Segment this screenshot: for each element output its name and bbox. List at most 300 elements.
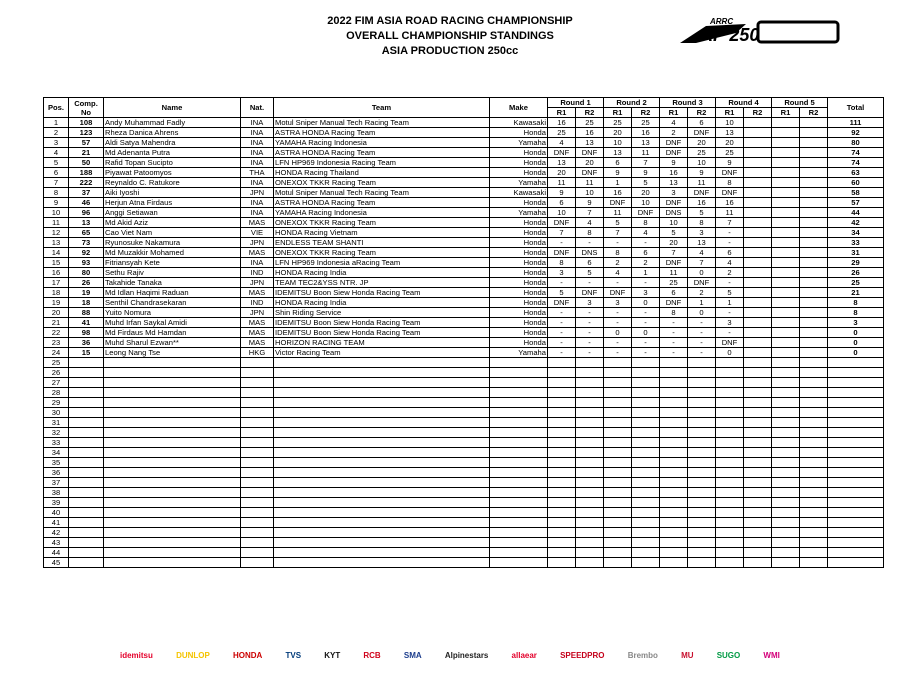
cell-pos: 45: [44, 558, 69, 568]
cell-make: Honda: [490, 338, 548, 348]
cell-race-points: 9: [632, 168, 660, 178]
cell-race-points: 9: [576, 198, 604, 208]
table-row: [44, 498, 884, 508]
cell-empty: [688, 508, 716, 518]
cell-pos: 26: [44, 368, 69, 378]
cell-nat: IND: [241, 298, 274, 308]
cell-race-points: -: [576, 318, 604, 328]
cell-empty: [104, 448, 241, 458]
cell-nat: MAS: [241, 338, 274, 348]
cell-empty: [828, 558, 884, 568]
cell-total: 33: [828, 238, 884, 248]
cell-race-points: -: [632, 348, 660, 358]
sponsor-logo: KYT: [324, 650, 341, 660]
table-row: [44, 198, 884, 208]
cell-race-points: 25: [632, 118, 660, 128]
cell-race-points: [772, 228, 800, 238]
cell-empty: [828, 408, 884, 418]
cell-race-points: [772, 128, 800, 138]
cell-comp-no: 36: [69, 338, 104, 348]
cell-empty: [660, 488, 688, 498]
cell-empty: [274, 478, 490, 488]
cell-empty: [241, 538, 274, 548]
cell-empty: [828, 498, 884, 508]
class-title: ASIA PRODUCTION 250cc: [381, 45, 519, 57]
cell-make: Honda: [490, 258, 548, 268]
cell-nat: INA: [241, 178, 274, 188]
cell-total: 3: [828, 318, 884, 328]
cell-name: Piyawat Patoomyos: [104, 168, 241, 178]
cell-race-points: -: [688, 318, 716, 328]
cell-empty: [688, 368, 716, 378]
cell-race-points: 20: [548, 168, 576, 178]
cell-pos: 4: [44, 148, 69, 158]
cell-empty: [632, 468, 660, 478]
table-row: [44, 398, 884, 408]
cell-empty: [104, 418, 241, 428]
cell-race-points: 10: [716, 118, 744, 128]
cell-pos: 29: [44, 398, 69, 408]
cell-comp-no: 88: [69, 308, 104, 318]
cell-name: Cao Viet Nam: [104, 228, 241, 238]
cell-race-points: -: [576, 338, 604, 348]
cell-race-points: DNF: [688, 128, 716, 138]
cell-empty: [800, 518, 828, 528]
cell-empty: [800, 468, 828, 478]
cell-make: Honda: [490, 238, 548, 248]
cell-nat: MAS: [241, 248, 274, 258]
cell-empty: [660, 358, 688, 368]
cell-race-points: 25: [548, 128, 576, 138]
cell-empty: [576, 548, 604, 558]
cell-empty: [632, 558, 660, 568]
cell-make: Honda: [490, 308, 548, 318]
cell-team: HORIZON RACING TEAM: [274, 338, 490, 348]
cell-race-points: 6: [576, 258, 604, 268]
cell-race-points: 4: [716, 258, 744, 268]
cell-empty: [604, 478, 632, 488]
cell-race-points: 25: [604, 118, 632, 128]
cell-race-points: 5: [604, 218, 632, 228]
table-row: [44, 408, 884, 418]
cell-race-points: [800, 228, 828, 238]
cell-team: IDEMITSU Boon Siew Honda Racing Team: [274, 328, 490, 338]
cell-race-points: 13: [660, 178, 688, 188]
cell-empty: [688, 518, 716, 528]
cell-name: Md Akid Aziz: [104, 218, 241, 228]
cell-empty: [744, 548, 772, 558]
cell-race-points: 10: [688, 158, 716, 168]
cell-race-points: 6: [660, 288, 688, 298]
cell-race-points: 8: [632, 218, 660, 228]
cell-empty: [274, 558, 490, 568]
cell-name: Md Firdaus Md Hamdan: [104, 328, 241, 338]
cell-empty: [716, 488, 744, 498]
cell-empty: [800, 378, 828, 388]
cell-empty: [69, 408, 104, 418]
cell-race-points: [800, 168, 828, 178]
cell-empty: [104, 388, 241, 398]
col-r2: R2: [576, 108, 604, 118]
table-row: [44, 218, 884, 228]
cell-empty: [688, 428, 716, 438]
sponsor-logo: SPEEDPRO: [560, 650, 605, 660]
table-row: [44, 378, 884, 388]
cell-empty: [104, 498, 241, 508]
cell-race-points: [744, 138, 772, 148]
cell-pos: 23: [44, 338, 69, 348]
cell-empty: [744, 518, 772, 528]
cell-race-points: 3: [716, 318, 744, 328]
cell-race-points: [744, 128, 772, 138]
cell-pos: 11: [44, 218, 69, 228]
cell-empty: [604, 428, 632, 438]
cell-empty: [548, 378, 576, 388]
cell-comp-no: 15: [69, 348, 104, 358]
table-row: [44, 468, 884, 478]
cell-empty: [69, 498, 104, 508]
cell-race-points: [772, 208, 800, 218]
cell-empty: [604, 558, 632, 568]
cell-empty: [660, 498, 688, 508]
cell-race-points: 5: [576, 268, 604, 278]
cell-race-points: -: [548, 308, 576, 318]
cell-nat: MAS: [241, 288, 274, 298]
cell-race-points: [800, 348, 828, 358]
cell-empty: [772, 488, 800, 498]
cell-name: Andy Muhammad Fadly: [104, 118, 241, 128]
cell-race-points: [800, 138, 828, 148]
cell-race-points: [772, 218, 800, 228]
cell-race-points: 11: [548, 178, 576, 188]
cell-race-points: DNF: [576, 288, 604, 298]
cell-race-points: [744, 338, 772, 348]
cell-empty: [241, 368, 274, 378]
cell-race-points: [800, 288, 828, 298]
cell-comp-no: 92: [69, 248, 104, 258]
cell-name: Aldi Satya Mahendra: [104, 138, 241, 148]
cell-comp-no: 57: [69, 138, 104, 148]
cell-empty: [548, 488, 576, 498]
cell-total: 8: [828, 308, 884, 318]
cell-empty: [104, 508, 241, 518]
standings-title: OVERALL CHAMPIONSHIP STANDINGS: [346, 30, 554, 42]
table-row: [44, 178, 884, 188]
cell-race-points: -: [688, 338, 716, 348]
cell-empty: [828, 428, 884, 438]
cell-nat: INA: [241, 118, 274, 128]
sponsor-logo: HONDA: [233, 650, 263, 660]
cell-race-points: [800, 158, 828, 168]
col-r1: R1: [660, 108, 688, 118]
cell-race-points: 16: [632, 128, 660, 138]
cell-race-points: -: [632, 308, 660, 318]
cell-empty: [688, 448, 716, 458]
col-r2: R2: [688, 108, 716, 118]
cell-pos: 38: [44, 488, 69, 498]
cell-race-points: [772, 248, 800, 258]
cell-empty: [800, 438, 828, 448]
cell-name: Md Adenanta Putra: [104, 148, 241, 158]
col-pos: Pos.: [44, 98, 69, 118]
cell-name: Yuito Nomura: [104, 308, 241, 318]
cell-empty: [241, 438, 274, 448]
cell-empty: [104, 428, 241, 438]
cell-team: LFN HP969 Indonesia Racing Team: [274, 158, 490, 168]
cell-empty: [604, 488, 632, 498]
cell-empty: [241, 428, 274, 438]
cell-empty: [490, 498, 548, 508]
cell-race-points: 16: [660, 168, 688, 178]
cell-empty: [772, 558, 800, 568]
cell-empty: [688, 388, 716, 398]
cell-race-points: [744, 188, 772, 198]
cell-comp-no: 73: [69, 238, 104, 248]
cell-race-points: 4: [632, 228, 660, 238]
cell-empty: [576, 448, 604, 458]
cell-race-points: -: [576, 308, 604, 318]
cell-empty: [744, 488, 772, 498]
cell-race-points: -: [632, 338, 660, 348]
cell-pos: 30: [44, 408, 69, 418]
cell-race-points: 8: [548, 258, 576, 268]
cell-race-points: [744, 348, 772, 358]
cell-race-points: 0: [604, 328, 632, 338]
cell-total: 111: [828, 118, 884, 128]
table-row: [44, 418, 884, 428]
cell-race-points: 10: [548, 208, 576, 218]
cell-empty: [716, 468, 744, 478]
cell-race-points: 3: [688, 228, 716, 238]
cell-race-points: 13: [632, 138, 660, 148]
cell-empty: [274, 368, 490, 378]
cell-race-points: DNF: [660, 138, 688, 148]
cell-empty: [69, 378, 104, 388]
cell-empty: [104, 538, 241, 548]
table-row: [44, 118, 884, 128]
cell-race-points: 7: [632, 158, 660, 168]
cell-empty: [576, 538, 604, 548]
cell-race-points: -: [660, 348, 688, 358]
cell-race-points: [800, 338, 828, 348]
cell-empty: [548, 368, 576, 378]
cell-empty: [548, 418, 576, 428]
cell-empty: [772, 438, 800, 448]
cell-comp-no: 98: [69, 328, 104, 338]
cell-race-points: DNF: [716, 188, 744, 198]
cell-race-points: [800, 238, 828, 248]
cell-race-points: 11: [660, 268, 688, 278]
cell-race-points: -: [604, 348, 632, 358]
cell-empty: [548, 528, 576, 538]
cell-nat: JPN: [241, 238, 274, 248]
table-row: [44, 438, 884, 448]
table-row: [44, 168, 884, 178]
cell-race-points: 9: [716, 158, 744, 168]
cell-empty: [632, 418, 660, 428]
cell-empty: [716, 428, 744, 438]
col-name: Name: [104, 98, 241, 118]
cell-race-points: 6: [604, 158, 632, 168]
cell-race-points: [772, 298, 800, 308]
table-row: [44, 238, 884, 248]
cell-empty: [69, 508, 104, 518]
cell-empty: [744, 368, 772, 378]
col-round-5: Round 5: [772, 98, 828, 108]
cell-race-points: DNF: [548, 218, 576, 228]
cell-race-points: -: [716, 238, 744, 248]
cell-empty: [632, 398, 660, 408]
cell-race-points: 7: [548, 228, 576, 238]
cell-race-points: DNS: [660, 208, 688, 218]
cell-pos: 5: [44, 158, 69, 168]
col-round-2: Round 2: [604, 98, 660, 108]
col-nat: Nat.: [241, 98, 274, 118]
cell-race-points: 13: [716, 128, 744, 138]
table-row: [44, 158, 884, 168]
cell-empty: [660, 558, 688, 568]
cell-empty: [772, 498, 800, 508]
cell-race-points: -: [716, 308, 744, 318]
cell-race-points: 1: [688, 298, 716, 308]
cell-race-points: DNF: [716, 168, 744, 178]
cell-empty: [490, 488, 548, 498]
cell-empty: [241, 398, 274, 408]
cell-empty: [69, 438, 104, 448]
cell-empty: [548, 428, 576, 438]
cell-race-points: -: [604, 308, 632, 318]
cell-empty: [716, 548, 744, 558]
cell-empty: [828, 378, 884, 388]
cell-empty: [716, 408, 744, 418]
cell-total: 74: [828, 158, 884, 168]
cell-make: Honda: [490, 218, 548, 228]
cell-race-points: [800, 188, 828, 198]
cell-team: ASTRA HONDA Racing Team: [274, 128, 490, 138]
cell-race-points: [772, 278, 800, 288]
cell-race-points: 0: [632, 298, 660, 308]
cell-race-points: 4: [688, 248, 716, 258]
cell-race-points: [800, 248, 828, 258]
cell-race-points: 4: [604, 268, 632, 278]
cell-empty: [800, 558, 828, 568]
cell-team: Victor Racing Team: [274, 348, 490, 358]
cell-race-points: 1: [632, 268, 660, 278]
cell-empty: [274, 538, 490, 548]
cell-empty: [828, 538, 884, 548]
cell-empty: [69, 528, 104, 538]
cell-pos: 40: [44, 508, 69, 518]
cell-empty: [576, 428, 604, 438]
cell-team: ONEXOX TKKR Racing Team: [274, 218, 490, 228]
cell-race-points: -: [688, 348, 716, 358]
cell-empty: [632, 538, 660, 548]
table-row: [44, 428, 884, 438]
table-row: [44, 458, 884, 468]
table-row: [44, 478, 884, 488]
cell-empty: [688, 398, 716, 408]
table-row: [44, 508, 884, 518]
cell-race-points: [744, 148, 772, 158]
sponsor-strip: [120, 645, 780, 665]
cell-team: HONDA Racing India: [274, 268, 490, 278]
cell-name: Anggi Setiawan: [104, 208, 241, 218]
cell-empty: [828, 528, 884, 538]
table-row: [44, 128, 884, 138]
cell-empty: [490, 398, 548, 408]
cell-team: HONDA Racing India: [274, 298, 490, 308]
cell-comp-no: 13: [69, 218, 104, 228]
cell-empty: [660, 408, 688, 418]
cell-race-points: 16: [604, 188, 632, 198]
sponsor-logo: WMI: [763, 650, 780, 660]
cell-empty: [660, 428, 688, 438]
cell-race-points: DNF: [660, 258, 688, 268]
col-team: Team: [274, 98, 490, 118]
col-make: Make: [490, 98, 548, 118]
cell-comp-no: 93: [69, 258, 104, 268]
cell-empty: [744, 428, 772, 438]
cell-empty: [744, 498, 772, 508]
cell-make: Honda: [490, 268, 548, 278]
sponsor-logo: TVS: [285, 650, 302, 660]
cell-empty: [744, 478, 772, 488]
cell-empty: [274, 548, 490, 558]
cell-race-points: -: [660, 328, 688, 338]
cell-empty: [576, 458, 604, 468]
cell-race-points: [800, 318, 828, 328]
cell-race-points: [744, 288, 772, 298]
cell-make: Honda: [490, 228, 548, 238]
cell-empty: [632, 428, 660, 438]
cell-team: ONEXOX TKKR Racing Team: [274, 248, 490, 258]
cell-empty: [688, 408, 716, 418]
cell-empty: [576, 528, 604, 538]
cell-empty: [744, 538, 772, 548]
cell-empty: [632, 378, 660, 388]
cell-empty: [490, 468, 548, 478]
cell-race-points: 4: [548, 138, 576, 148]
cell-race-points: DNS: [576, 248, 604, 258]
table-row: [44, 518, 884, 528]
cell-empty: [772, 368, 800, 378]
sponsor-logo: MU: [681, 650, 694, 660]
cell-empty: [274, 458, 490, 468]
cell-empty: [772, 418, 800, 428]
cell-pos: 31: [44, 418, 69, 428]
cell-empty: [490, 528, 548, 538]
cell-empty: [548, 558, 576, 568]
cell-empty: [716, 448, 744, 458]
cell-race-points: 7: [716, 218, 744, 228]
cell-race-points: [744, 228, 772, 238]
cell-race-points: 5: [688, 208, 716, 218]
cell-make: Yamaha: [490, 138, 548, 148]
cell-pos: 32: [44, 428, 69, 438]
cell-empty: [828, 368, 884, 378]
col-r1: R1: [716, 108, 744, 118]
cell-race-points: [772, 158, 800, 168]
cell-empty: [716, 478, 744, 488]
cell-race-points: [744, 268, 772, 278]
cell-empty: [104, 558, 241, 568]
cell-pos: 12: [44, 228, 69, 238]
cell-race-points: DNF: [660, 298, 688, 308]
cell-empty: [104, 488, 241, 498]
cell-race-points: -: [576, 238, 604, 248]
cell-empty: [604, 528, 632, 538]
table-row: [44, 278, 884, 288]
